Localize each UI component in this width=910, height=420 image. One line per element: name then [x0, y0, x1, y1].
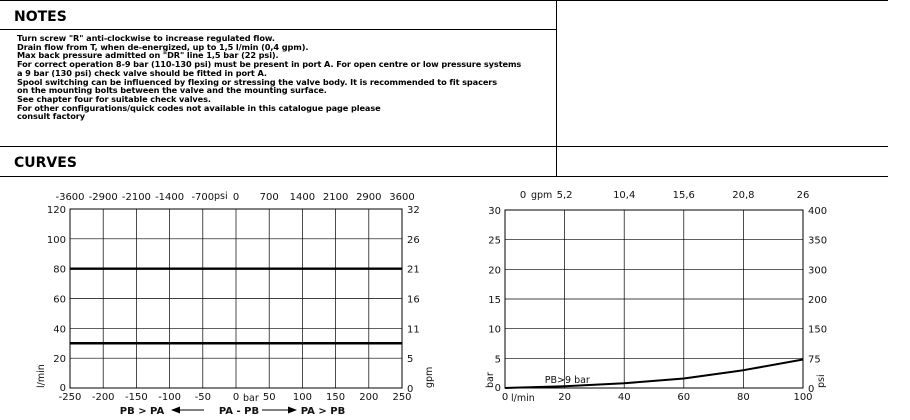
top-tick-label: 0 — [519, 190, 527, 201]
top-tick-label: 20,8 — [732, 190, 755, 201]
y-tick-label: 30 — [488, 206, 501, 217]
x-tick-label: 40 — [617, 392, 631, 403]
x-tick-label: 200 — [359, 392, 379, 403]
curves-title: CURVES — [14, 155, 77, 171]
y-tick-label: 20 — [53, 354, 66, 366]
top-tick-label: -2900 — [88, 192, 118, 203]
note-line: For correct operation 8-9 bar (110-130 psi) must be present in port A. For open centre or low pressure systems — [17, 59, 522, 70]
top-tick-label: -2100 — [121, 192, 151, 203]
right-tick-label: 300 — [808, 265, 828, 277]
top-tick-label: 5,2 — [556, 190, 573, 201]
y-tick-label: 25 — [488, 235, 501, 247]
right-tick-label: 32 — [407, 205, 420, 216]
top-tick-label: 10,4 — [613, 190, 636, 201]
x-tick-label: 50 — [262, 392, 276, 403]
note-line: See chapter four for suitable check valves. — [17, 93, 211, 104]
right-unit-label: psi — [816, 374, 827, 388]
right-tick-label: 5 — [407, 354, 414, 366]
chart-pressure-flow — [36, 191, 435, 417]
right-tick-label: 75 — [808, 354, 821, 366]
y-tick-label: 20 — [488, 265, 501, 277]
top-tick-label: 0 — [232, 192, 240, 203]
note-line: For other configurations/quick codes not available in this catalogue page please — [17, 102, 381, 113]
right-tick-label: 150 — [808, 324, 828, 336]
x-tick-label: 150 — [326, 392, 346, 403]
x-tick-label: 60 — [677, 392, 691, 403]
direction-label-center: PA - PB — [218, 406, 260, 417]
note-line: on the mounting bolts between the valve and the mounting surface. — [17, 85, 327, 96]
top-unit-label: gpm — [531, 190, 553, 201]
x-tick-label: 0 — [501, 392, 509, 403]
top-tick-label: 2900 — [356, 192, 382, 203]
top-tick-label: 1400 — [289, 192, 316, 203]
top-tick-label: -3600 — [55, 192, 85, 203]
x-tick-label: 0 — [232, 392, 240, 403]
top-tick-label: 15,6 — [672, 190, 695, 201]
direction-label-right: PA > PB — [300, 406, 346, 417]
y-tick-label: 0 — [59, 383, 66, 394]
x-tick-label: -100 — [158, 392, 181, 403]
right-tick-label: 21 — [407, 264, 420, 276]
x-tick-label: -150 — [125, 392, 148, 403]
bottom-unit-label: l/min — [511, 393, 535, 404]
y-tick-label: 15 — [488, 295, 501, 306]
x-tick-label: 100 — [793, 392, 813, 403]
y-tick-label: 0 — [494, 383, 501, 394]
bottom-unit-label: bar — [243, 393, 259, 404]
x-tick-label: -50 — [194, 392, 211, 403]
right-tick-label: 26 — [407, 234, 420, 246]
y-tick-label: 120 — [46, 205, 66, 216]
x-tick-label: 80 — [737, 392, 750, 403]
x-tick-label: -200 — [91, 392, 115, 403]
notes-title: NOTES — [14, 9, 67, 25]
right-tick-label: 400 — [808, 206, 828, 217]
y-tick-label: 40 — [53, 324, 66, 336]
top-tick-label: 700 — [259, 192, 279, 203]
series-label: PB>9 bar — [544, 375, 590, 387]
top-tick-label: 26 — [796, 190, 810, 201]
top-tick-label: -1400 — [155, 192, 185, 203]
x-tick-label: 100 — [292, 392, 312, 403]
right-tick-label: 0 — [407, 384, 414, 395]
right-tick-label: 16 — [407, 294, 420, 306]
y-tick-label: 80 — [53, 264, 66, 276]
top-tick-label: -700 — [191, 192, 215, 203]
left-unit-label: bar — [485, 372, 496, 388]
y-tick-label: 10 — [488, 324, 501, 336]
note-line: consult factory — [17, 111, 85, 122]
note-line: Drain flow from T, when de-energized, up to 1,5 l/min (0,4 gpm). — [17, 41, 309, 52]
left-unit-label: l/min — [36, 364, 47, 388]
x-tick-label: -250 — [58, 392, 82, 403]
top-unit-label: psi — [214, 191, 228, 202]
top-tick-label: 3600 — [389, 192, 415, 203]
right-tick-label: 200 — [808, 295, 828, 306]
note-line: a 9 bar (130 psi) check valve should be fitted in port A. — [17, 67, 267, 78]
right-tick-label: 350 — [808, 235, 828, 247]
chart-flow-pressure-drop — [485, 190, 827, 404]
x-tick-label: 250 — [392, 392, 412, 403]
y-tick-label: 60 — [53, 294, 66, 306]
note-line: Spool switching can be influenced by flexing or stressing the valve body. It is recommended to fit spacers — [17, 76, 498, 87]
x-tick-label: 20 — [558, 392, 571, 403]
note-line: Max back pressure admitted on "DR" line 1,5 bar (22 psi). — [17, 50, 279, 61]
right-tick-label: 11 — [407, 324, 420, 336]
note-line: Turn screw "R" anti-clockwise to increase regulated flow. — [17, 33, 275, 43]
right-unit-label: gpm — [424, 366, 435, 388]
right-tick-label: 0 — [808, 384, 815, 395]
top-tick-label: 2100 — [322, 192, 349, 203]
y-tick-label: 100 — [46, 234, 66, 246]
y-tick-label: 5 — [494, 354, 501, 366]
direction-label-left: PB > PA — [119, 406, 165, 417]
